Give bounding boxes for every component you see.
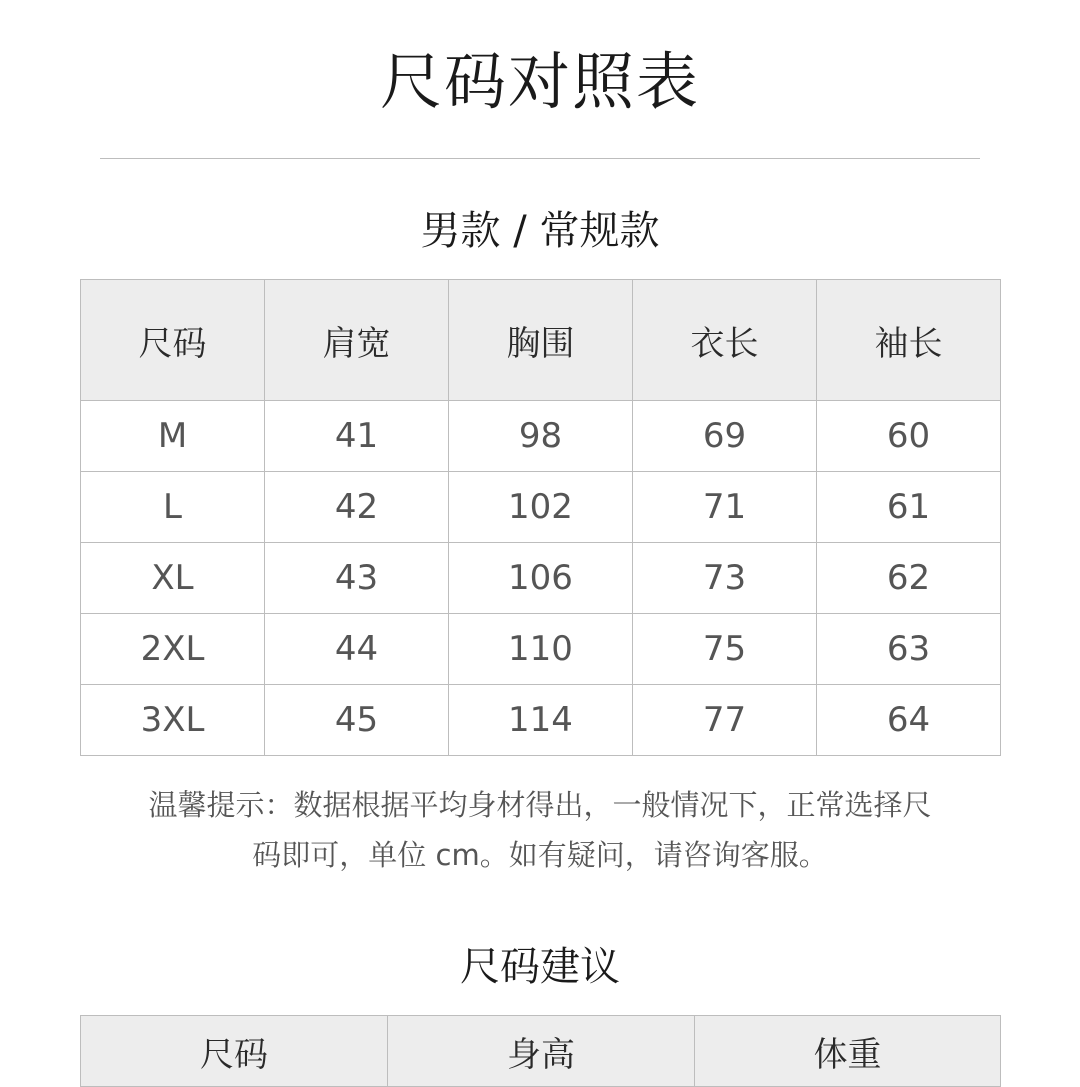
cell-size: XL [81,543,265,614]
header-length: 衣长 [633,280,817,401]
header-sleeve: 袖长 [817,280,1001,401]
cell-length: 73 [633,543,817,614]
title-divider [100,158,980,159]
table-header-row [81,1016,1001,1087]
cell-length: 75 [633,614,817,685]
table-row [81,685,1001,756]
cell-chest: 110 [449,614,633,685]
header-height: 身高 [388,1016,695,1087]
cell-sleeve: 62 [817,543,1001,614]
cell-chest: 114 [449,685,633,756]
cell-sleeve: 63 [817,614,1001,685]
table-row [81,543,1001,614]
size-note-line-1: 温馨提示：数据根据平均身材得出，一般情况下，正常选择尺 [148,788,932,822]
cell-length: 69 [633,401,817,472]
header-shoulder: 肩宽 [265,280,449,401]
cell-shoulder: 44 [265,614,449,685]
section-title-men: 男款 / 常规款 [420,208,660,254]
page-title: 尺码对照表 [379,45,700,118]
cell-chest: 102 [449,472,633,543]
header-weight: 体重 [695,1016,1001,1087]
header-chest: 胸围 [449,280,633,401]
size-note-line-2: 码即可，单位 cm。如有疑问，请咨询客服。 [252,838,828,872]
cell-sleeve: 64 [817,685,1001,756]
cell-sleeve: 60 [817,401,1001,472]
cell-size: L [81,472,265,543]
cell-chest: 106 [449,543,633,614]
cell-length: 77 [633,685,817,756]
cell-shoulder: 42 [265,472,449,543]
table-row [81,472,1001,543]
size-recommendation-table [80,1015,1001,1087]
cell-size: M [81,401,265,472]
cell-shoulder: 43 [265,543,449,614]
cell-size: 3XL [81,685,265,756]
header-size: 尺码 [81,1016,388,1087]
size-note [90,780,990,880]
cell-chest: 98 [449,401,633,472]
cell-shoulder: 41 [265,401,449,472]
section-title-recommend: 尺码建议 [460,944,620,990]
cell-shoulder: 45 [265,685,449,756]
table-row [81,614,1001,685]
size-chart-table [80,279,1001,756]
table-row [81,401,1001,472]
header-size: 尺码 [81,280,265,401]
cell-size: 2XL [81,614,265,685]
cell-sleeve: 61 [817,472,1001,543]
cell-length: 71 [633,472,817,543]
table-header-row [81,280,1001,401]
